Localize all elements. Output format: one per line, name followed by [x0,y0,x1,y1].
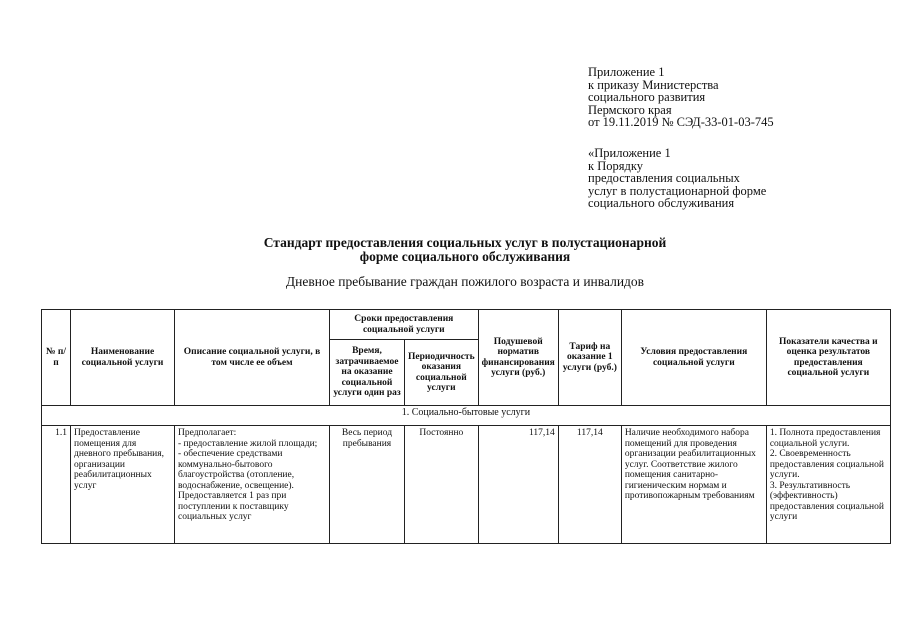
row-conditions: Наличие необходимого набора помещений для проведения организации реабилитационных услуг. Соответствие жилого помещения санитарно-гигиеническим нормам и противопожарным требованиям [621,426,766,544]
appendix-line: социального обслуживания [588,196,735,210]
header-num: № п/п [42,310,71,406]
row-num: 1.1 [42,426,71,544]
standard-table [41,309,891,544]
header-tariff: Тариф на оказание 1 услуги (руб.) [558,310,621,406]
section-row: 1. Социально-бытовые услуги [42,406,891,426]
row-name: Предоставление помещения для дневного пребывания, организации реабилитационных услуг [71,426,175,544]
header-quality: Показатели качества и оценка результатов предоставления социальной услуги [766,310,890,406]
header-conditions: Условия предоставления социальной услуги [621,310,766,406]
row-quality [766,426,890,544]
appendix-line: услуг в полустационарной форме [588,183,767,198]
quality-line: 1. Полнота предоставления социальной услуги. [769,428,881,449]
appendix-line: к приказу Министерства [588,77,719,92]
row-time: Весь период пребывания [330,426,405,544]
header-description: Описание социальной услуги, в том числе ее объем [175,310,330,406]
quality-line: 2. Своевременность предоставления социальной услуги. [769,449,884,480]
document-title [0,236,905,264]
row-description [175,426,330,544]
appendix-note-2 [588,147,766,210]
header-terms: Сроки предоставления социальной услуги [330,310,479,340]
quality-line: 3. Результативность (эффективность) предоставления социальной услуги [769,480,884,522]
row-norm: 117,14 [478,426,558,544]
document-subtitle: Дневное пребывание граждан пожилого возраста и инвалидов [285,274,645,289]
row-periodicity: Постоянно [405,426,479,544]
title-line-2: форме социального обслуживания [359,249,571,264]
appendix-line: от 19.11.2019 № СЭД-33-01-03-745 [588,115,774,129]
appendix-line: Пермского края [588,102,672,117]
appendix-line: социального развития [588,90,706,104]
description-line: Предполагает: [178,428,237,438]
appendix-line: к Порядку [588,158,643,173]
header-norm: Подушевой норматив финансирования услуги (руб.) [478,310,558,406]
appendix-line: предоставления социальных [588,171,740,185]
title-line-1: Стандарт предоставления социальных услуг в полустационарной [263,235,667,250]
appendix-line: «Приложение 1 [588,146,671,160]
description-line: Предоставляется 1 раз при поступлении к поставщику социальных услуг [178,491,289,522]
header-name: Наименование социальной услуги [71,310,175,406]
header-periodicity: Периодичность оказания социальной услуги [405,340,479,406]
description-line: - предоставление жилой площади; [178,438,318,449]
description-line: - обеспечение средствами коммунально-бытового благоустройства (отопление, водоснабжение, освещение). [178,449,295,491]
appendix-note-1 [588,66,774,129]
table-row [42,426,891,544]
row-tariff: 117,14 [558,426,621,544]
header-time: Время, затрачиваемое на оказание социальной услуги один раз [330,340,405,406]
appendix-line: Приложение 1 [588,65,665,79]
